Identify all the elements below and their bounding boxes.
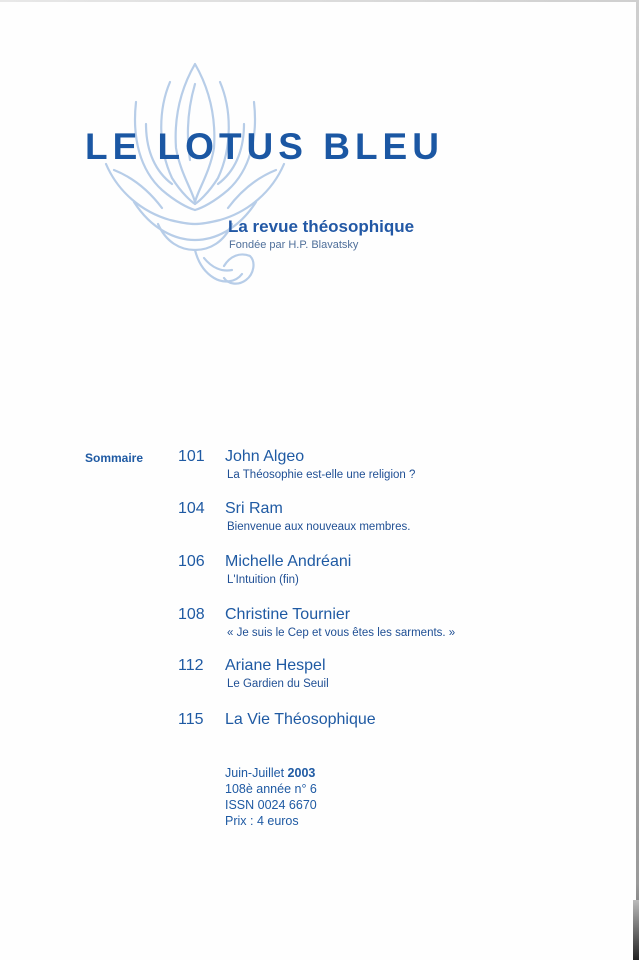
toc-article-title: « Je suis le Cep et vous êtes les sarments. » bbox=[227, 627, 456, 639]
magazine-subtitle: La revue théosophique bbox=[228, 217, 415, 236]
toc-page-number: 112 bbox=[178, 657, 204, 674]
magazine-title: LE LOTUS BLEU bbox=[85, 126, 444, 167]
issue-info bbox=[225, 765, 317, 829]
issue-volume: 108è année n° 6 bbox=[225, 782, 317, 796]
toc-page-number: 106 bbox=[178, 553, 205, 570]
toc-author: Ariane Hespel bbox=[225, 657, 326, 674]
issue-year: 2003 bbox=[287, 766, 316, 780]
toc-page-number: 101 bbox=[178, 448, 205, 465]
toc-author: John Algeo bbox=[225, 448, 305, 465]
issue-issn: ISSN 0024 6670 bbox=[225, 798, 317, 812]
toc-author: La Vie Théosophique bbox=[225, 711, 376, 728]
toc-author: Christine Tournier bbox=[225, 606, 351, 623]
toc-article-title: L'Intuition (fin) bbox=[227, 574, 299, 586]
toc-author: Michelle Andréani bbox=[225, 553, 352, 570]
issue-price: Prix : 4 euros bbox=[225, 814, 299, 828]
toc-article-title: La Théosophie est-elle une religion ? bbox=[227, 469, 416, 481]
toc-page-number: 115 bbox=[178, 711, 204, 728]
toc-page-number: 104 bbox=[178, 500, 205, 517]
lotus-icon bbox=[100, 52, 290, 290]
issue-date-label: Juin-Juillet bbox=[225, 766, 285, 780]
page-edge-top bbox=[0, 0, 639, 2]
toc-author: Sri Ram bbox=[225, 500, 283, 517]
toc-page-number: 108 bbox=[178, 606, 205, 623]
toc-article-title: Bienvenue aux nouveaux membres. bbox=[227, 521, 411, 533]
toc-heading: Sommaire bbox=[85, 451, 144, 465]
toc-article-title: Le Gardien du Seuil bbox=[227, 678, 329, 690]
issue-date bbox=[225, 765, 317, 781]
page-edge-corner bbox=[633, 900, 639, 960]
founder-line: Fondée par H.P. Blavatsky bbox=[229, 239, 359, 251]
